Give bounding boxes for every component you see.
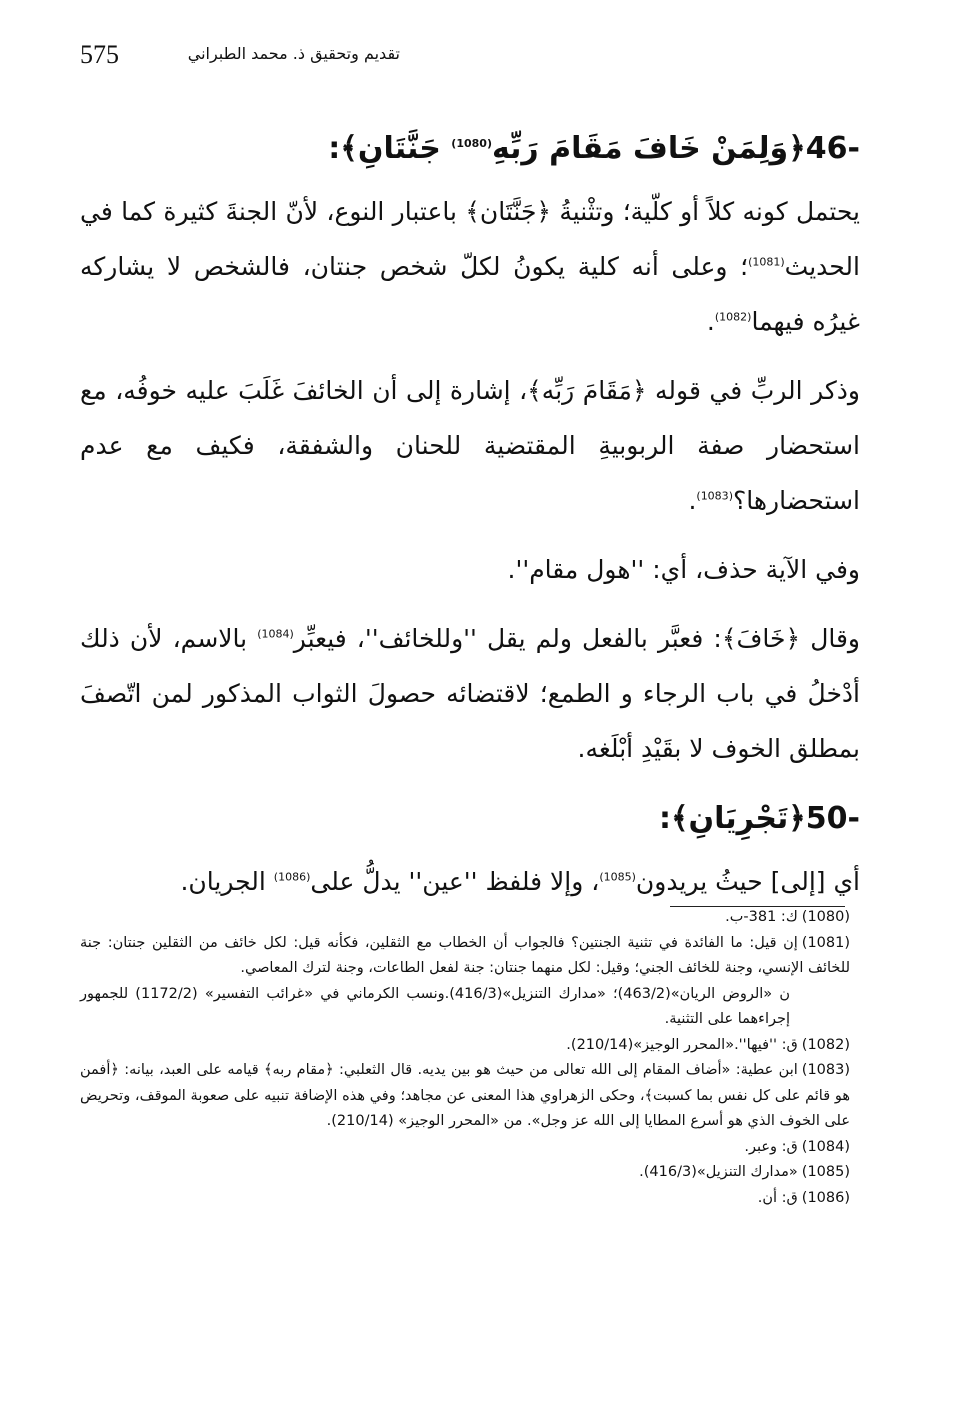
footnote xyxy=(80,931,850,982)
paragraph-text: الجريان. xyxy=(180,867,274,896)
footnote-ref[interactable]: (1082) xyxy=(714,310,752,324)
main-text xyxy=(80,120,860,923)
verse-text: ﴿وَلِمَنْ خَافَ مَقَامَ رَبِّهِ xyxy=(491,131,806,166)
footnote-number: (1084) xyxy=(801,1138,850,1155)
footnote-text: «مدارك التنزيل»(416/3). xyxy=(639,1164,798,1180)
verse-number: 50- xyxy=(805,801,860,836)
footnote xyxy=(80,1160,850,1186)
footnote-ref[interactable]: (1081) xyxy=(748,255,785,269)
paragraph-text: ؛ وعلى أنه كلية يكونُ لكلّ شخص جنتان، فالشخص لا يشاركه غيرُه فيهما xyxy=(80,252,860,336)
paragraph-text: يحتمل كونه كلاً أو كلّية؛ وتثْنيةُ ﴿جَنَّتَان﴾ باعتبار النوع، لأنّ الجنةَ كثيرة كما في الحديث xyxy=(80,197,860,281)
footnote-number: (1086) xyxy=(801,1189,850,1206)
footnote-number: (1083) xyxy=(801,1062,850,1078)
paragraph xyxy=(80,184,860,349)
footnote-ref[interactable]: (1080) xyxy=(451,137,492,150)
paragraph xyxy=(80,611,860,776)
footnote-text: ن «الروض الريان»(463/2)؛ «مدارك التنزيل»(416/3).ونسب الكرماني في «غرائب التفسير» (1172/2) للجمهور إجراءهما على التثنية. xyxy=(80,985,791,1027)
running-header xyxy=(80,40,400,80)
running-title: تقديم وتحقيق ذ. محمد الطبراني xyxy=(187,44,400,63)
paragraph-text: بالاسم، لأن ذلك أدْخلُ في باب الرجاء و الطمع؛ لاقتضائه حصولَ الثواب المذكور لمن اتّصفَ بمطلق الخوف لا بقَيْدِ أبْلَغه. xyxy=(80,624,860,763)
footnote-ref[interactable]: (1085) xyxy=(599,870,636,884)
section-heading-46 xyxy=(80,120,860,178)
footnote xyxy=(80,1033,850,1059)
paragraph-text: وقال ﴿خَافَ﴾: فعبَّر بالفعل ولم يقل ''وللخائف''، فيعبِّر xyxy=(293,624,860,653)
footnote-text: ق: ''فيها''.«المحرر الوجيز»(210/14). xyxy=(566,1036,798,1053)
footnote xyxy=(80,1058,850,1135)
verse-text-end: جَنَّتَانِ﴾: xyxy=(328,131,452,166)
paragraph: وفي الآية حذف، أي: ''هول مقام''. xyxy=(507,555,860,584)
footnote-text: ابن عطية: «أضاف المقام إلى الله تعالى من حيث هو بين يديه. قال الثعلبي: ﴿مقام ربه﴾ قيامه على العبد، بيانه: ﴿أفمن هو قائم على كل نفس بما كسبت﴾، وحكى الزهراوي هذا المعنى عن مجاهد؛ وفي هذه الإضافة تنبيه على صعوبة الموقف، وتحريض على الخوف الذي هو أسرع المطايا إلى الله عز وجل». من «المحرر الوجيز» (210/14). xyxy=(80,1062,850,1129)
paragraph-text: ، وإلا فلفظ ''عين'' يدلُّ على xyxy=(310,867,600,896)
footnote-number: (1080) xyxy=(801,909,850,925)
footnote-text: ك: 381-ب. xyxy=(725,909,798,925)
footnotes xyxy=(80,905,850,1211)
paragraph-text: وذكر الربِّ في قوله ﴿مَقَامَ رَبِّه﴾، إشارة إلى أن الخائفَ غَلَبَ عليه خوفُه، مع استحضار صفة الربوبيةِ المقتضية للحنان والشفقة، فكيف مع عدم استحضارها؟ xyxy=(80,376,860,515)
verse-number: 46- xyxy=(805,131,860,166)
footnote-ref[interactable]: (1084) xyxy=(257,627,294,641)
footnote-ref[interactable]: (1086) xyxy=(273,870,311,884)
footnote-number: (1081) xyxy=(801,934,850,951)
paragraph-text: أي [إلى] حيثُ يريدون xyxy=(635,867,860,896)
footnote-number: (1085) xyxy=(801,1164,850,1180)
footnote xyxy=(80,1135,850,1161)
footnote-text: ق: وعبر. xyxy=(744,1138,798,1155)
footnote xyxy=(80,1186,850,1212)
verse-text: ﴿تَجْرِيَانِ﴾: xyxy=(658,801,806,836)
paragraph xyxy=(80,363,860,528)
footnote-number: (1082) xyxy=(801,1036,850,1053)
footnote xyxy=(80,905,850,931)
page-number: 575 xyxy=(80,40,119,69)
paragraph-text: . xyxy=(706,307,715,336)
footnote-ref[interactable]: (1083) xyxy=(696,489,733,503)
paragraph-text: . xyxy=(688,486,697,515)
footnote-continuation xyxy=(80,982,850,1033)
paragraph xyxy=(80,854,860,909)
footnote-text: ق: أن. xyxy=(757,1189,798,1206)
footnote-text: إن قيل: ما الفائدة في تثنية الجنتين؟ فالجواب أن الخطاب مع الثقلين، فكأنه قيل: لكل خائف من الثقلين جنتان: جنة للخائف الإنسي، وجنة للخائف الجني؛ وقيل: لكل منهما جنتان: جنة لفعل الطاعات، وجنة لترك المعاصي. xyxy=(80,934,850,976)
section-heading-50 xyxy=(80,790,860,848)
